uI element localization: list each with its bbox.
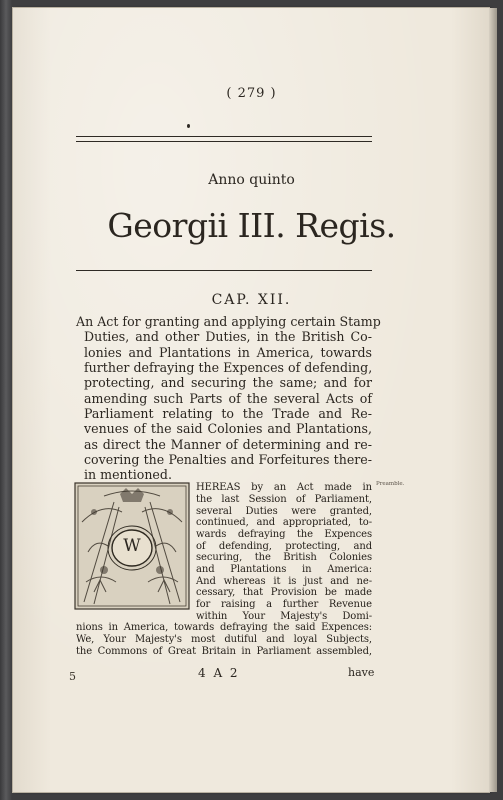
act-body-line: within Your Majesty's Domi- <box>196 611 372 622</box>
page-edge-shadow <box>489 8 497 792</box>
act-title-line: An Act for granting and applying certain Stamp <box>76 314 381 329</box>
act-body-line: cessary, that Provision be made <box>196 587 372 598</box>
act-title-line: as direct the Manner of determining and re- <box>84 437 372 452</box>
signature-mark: 4 A 2 <box>198 666 240 680</box>
act-body-line: for raising a further Revenue <box>196 599 372 610</box>
act-body-line: securing, the British Colonies <box>196 552 372 563</box>
act-body-line: and Plantations in America: <box>196 564 372 575</box>
header-rule-top <box>76 136 372 137</box>
margin-note: Preamble. <box>376 481 405 487</box>
chapter-heading: CAP. XII. <box>211 292 292 308</box>
act-body-line: several Duties were granted, <box>196 506 372 517</box>
act-body-line: nions in America, towards defraying the said Expences: <box>76 622 372 633</box>
title-rule <box>76 270 372 271</box>
act-title-line: Parliament relating to the Trade and Re- <box>84 406 372 421</box>
act-body-line: And whereas it is just and ne- <box>196 576 372 587</box>
act-title-line: venues of the said Colonies and Plantations, <box>84 421 372 436</box>
act-title-line: covering the Penalties and Forfeitures there- <box>84 452 372 467</box>
act-title-line: in mentioned. <box>84 467 172 482</box>
page-number: ( 279 ) <box>226 86 277 101</box>
act-body-line: continued, and appropriated, to- <box>196 517 372 528</box>
act-body-line: the last Session of Parliament, <box>196 494 372 505</box>
act-title-line: protecting, and securing the same; and for <box>84 375 372 390</box>
act-title-line: further defraying the Expences of defending, <box>84 360 373 375</box>
act-title-line: amending such Parts of the several Acts of <box>84 391 372 406</box>
act-body-line: HEREAS by an Act made in <box>196 482 372 493</box>
decorated-initial <box>74 482 190 610</box>
act-body-line: of defending, protecting, and <box>196 541 372 552</box>
act-body-line: the Commons of Great Britain in Parliament assembled, <box>76 646 372 657</box>
reign-title: Georgii III. Regis. <box>107 206 396 245</box>
initial-letter: W <box>123 536 141 556</box>
header-rule-bottom <box>76 141 372 142</box>
regnal-year-label: Anno quinto <box>208 172 295 188</box>
act-body-line: wards defraying the Expences <box>196 529 372 540</box>
catchword: have <box>348 666 375 679</box>
ornament-dot <box>187 124 190 128</box>
act-title-line: lonies and Plantations in America, towards <box>84 345 372 360</box>
act-body-line: We, Your Majesty's most dutiful and loyal Subjects, <box>76 634 372 645</box>
scan-number: 5 <box>69 670 76 683</box>
act-title-line: Duties, and other Duties, in the British Co- <box>84 329 372 344</box>
